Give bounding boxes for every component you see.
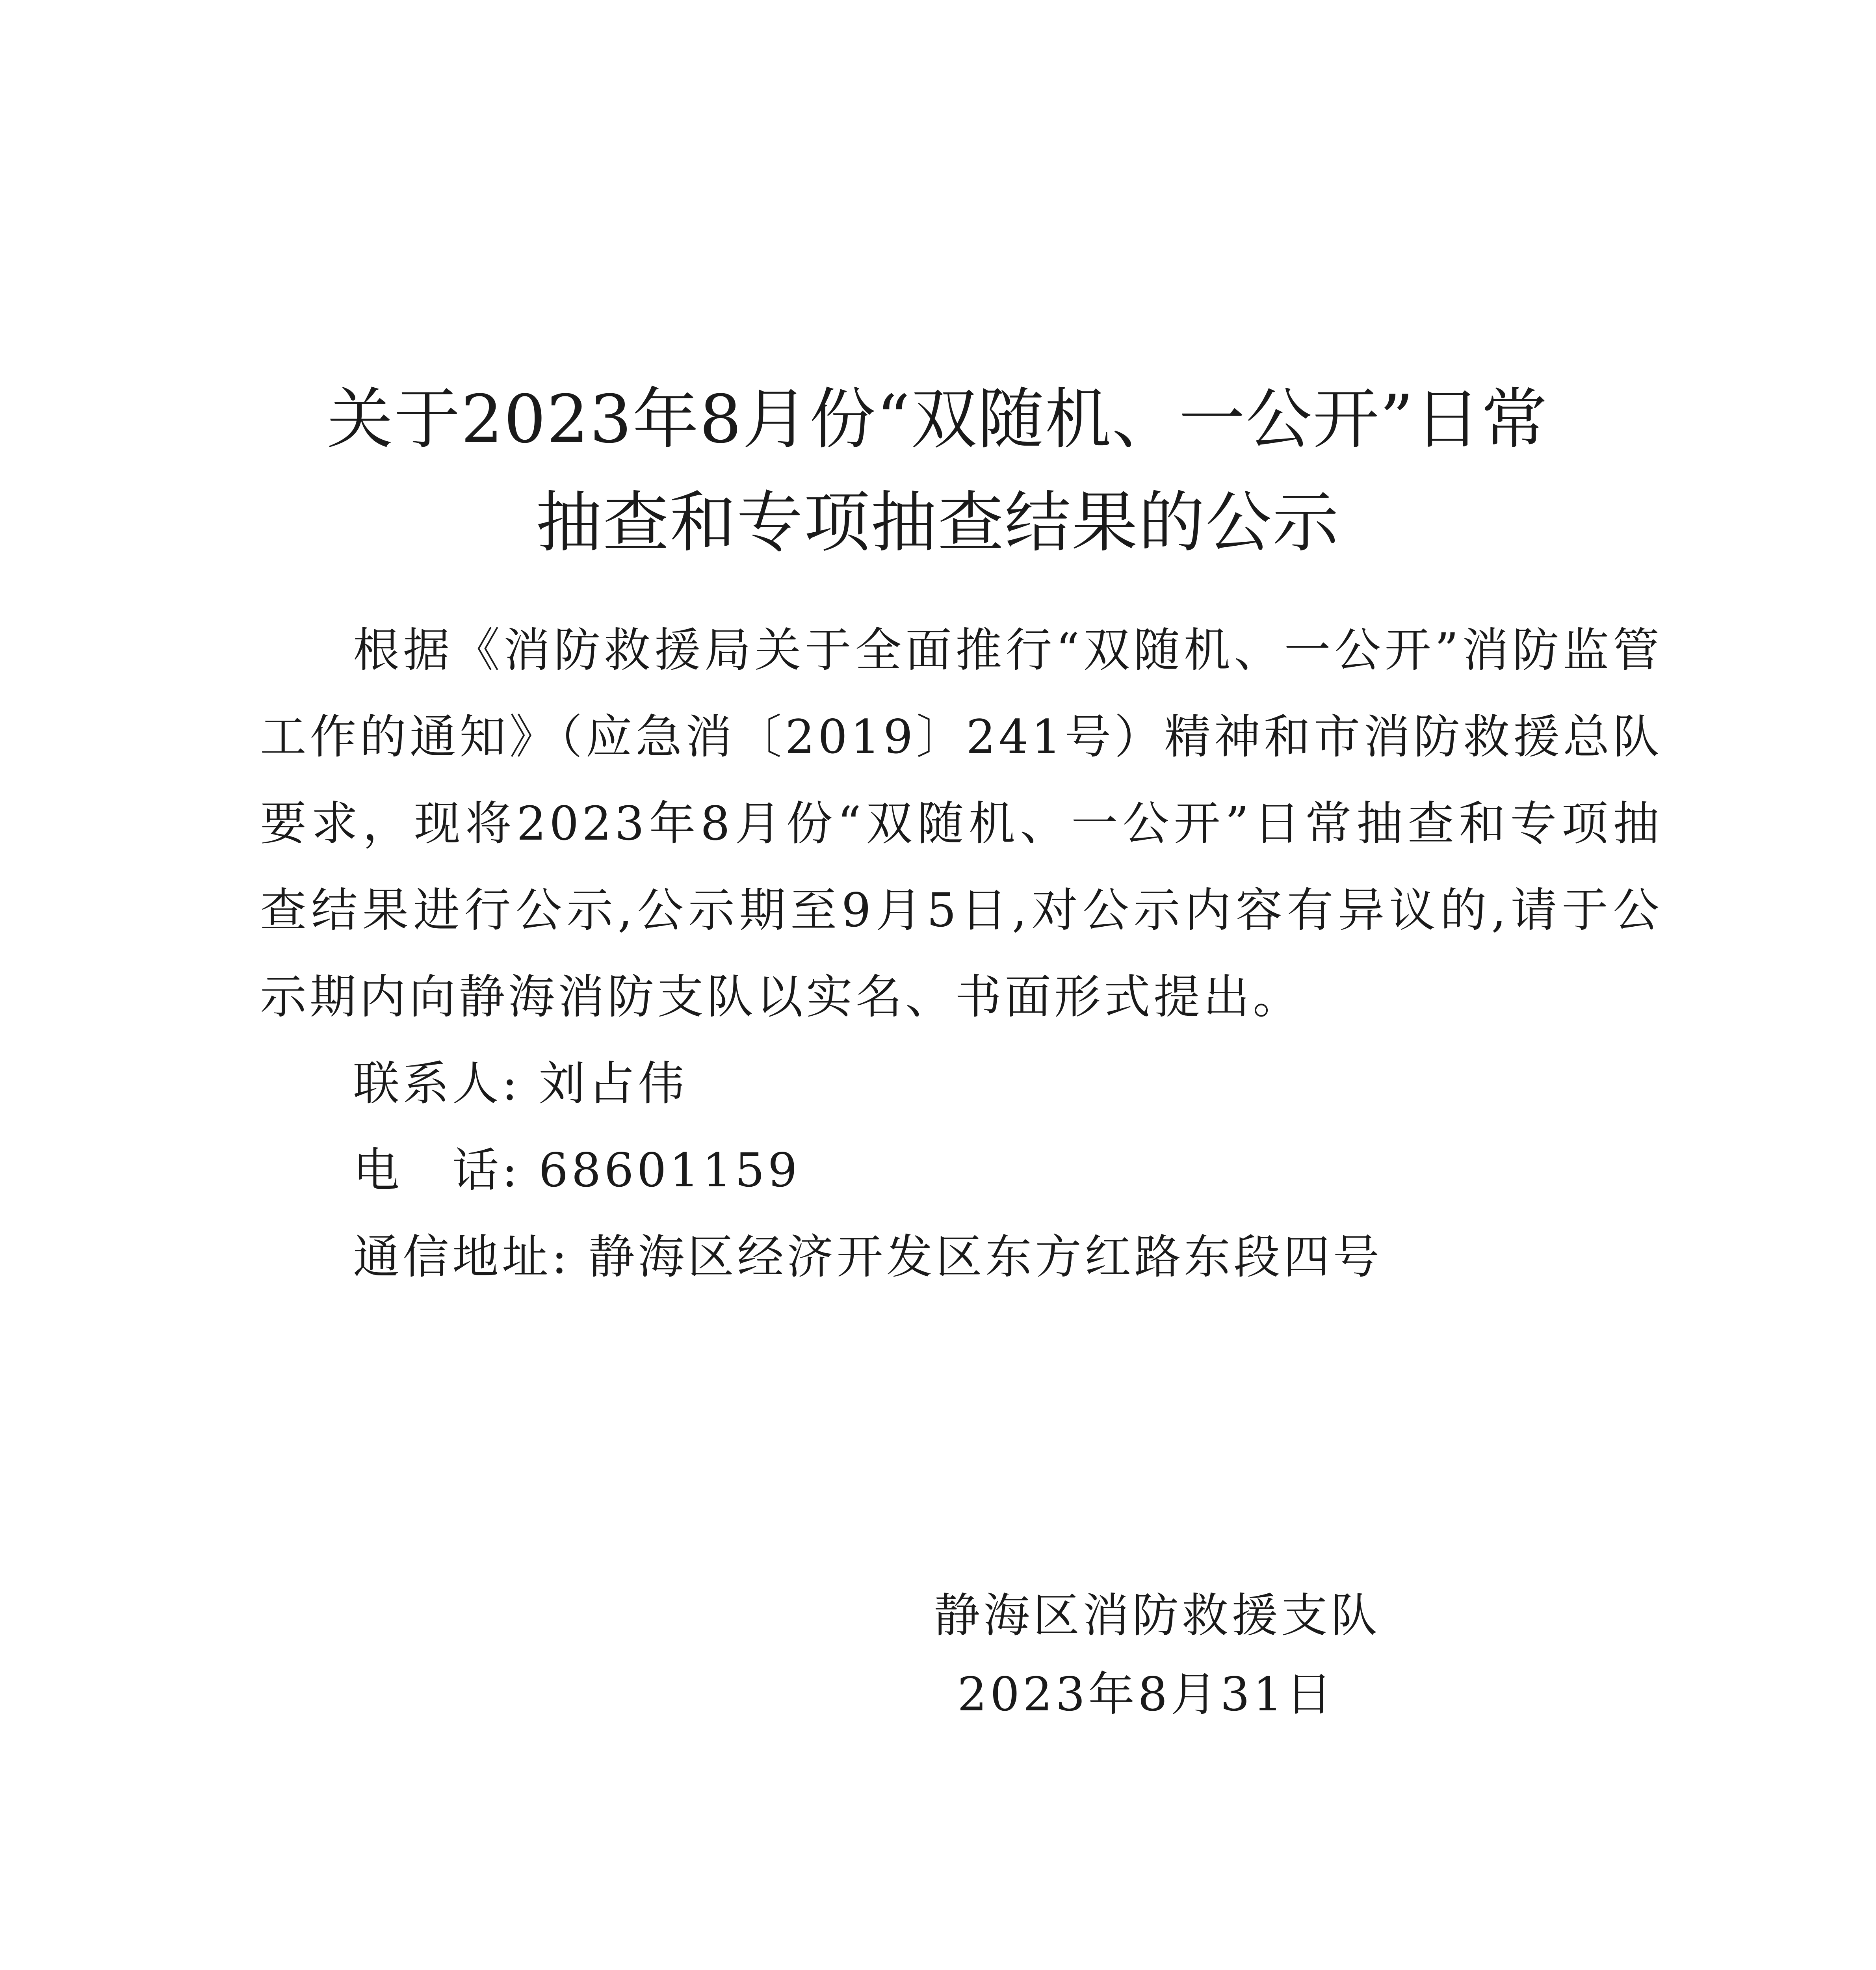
contact-address: 通信地址: 静海区经济开发区东方红路东段四号 [353, 1230, 1383, 1284]
main-paragraph: 根据《消防救援局关于全面推行“双随机、一公开”消防监管工作的通知》（应急消〔2019〕241号）精神和市消防救援总队要求，现将2023年8月份“双随机、一公开”日常抽查和专项抽查结果进行公示,公示期至9月5日,对公示内容有异议的,请于公示期内向静海消防支队以实名、书面形式提出。 [260, 623, 1662, 1024]
signature-block [934, 1576, 1380, 1734]
title-line-2: 抽查和专项抽查结果的公示 [536, 483, 1339, 561]
contact-phone: 电 话: 68601159 [353, 1143, 801, 1197]
signature-date: 2023年8月31日 [957, 1667, 1335, 1721]
document-body [260, 607, 1662, 1300]
title-line-1: 关于2023年8月份“双随机、一公开”日常 [327, 380, 1549, 458]
signature-org: 静海区消防救援支队 [934, 1588, 1381, 1643]
document-title [221, 368, 1655, 574]
contact-person: 联系人: 刘占伟 [353, 1056, 688, 1111]
